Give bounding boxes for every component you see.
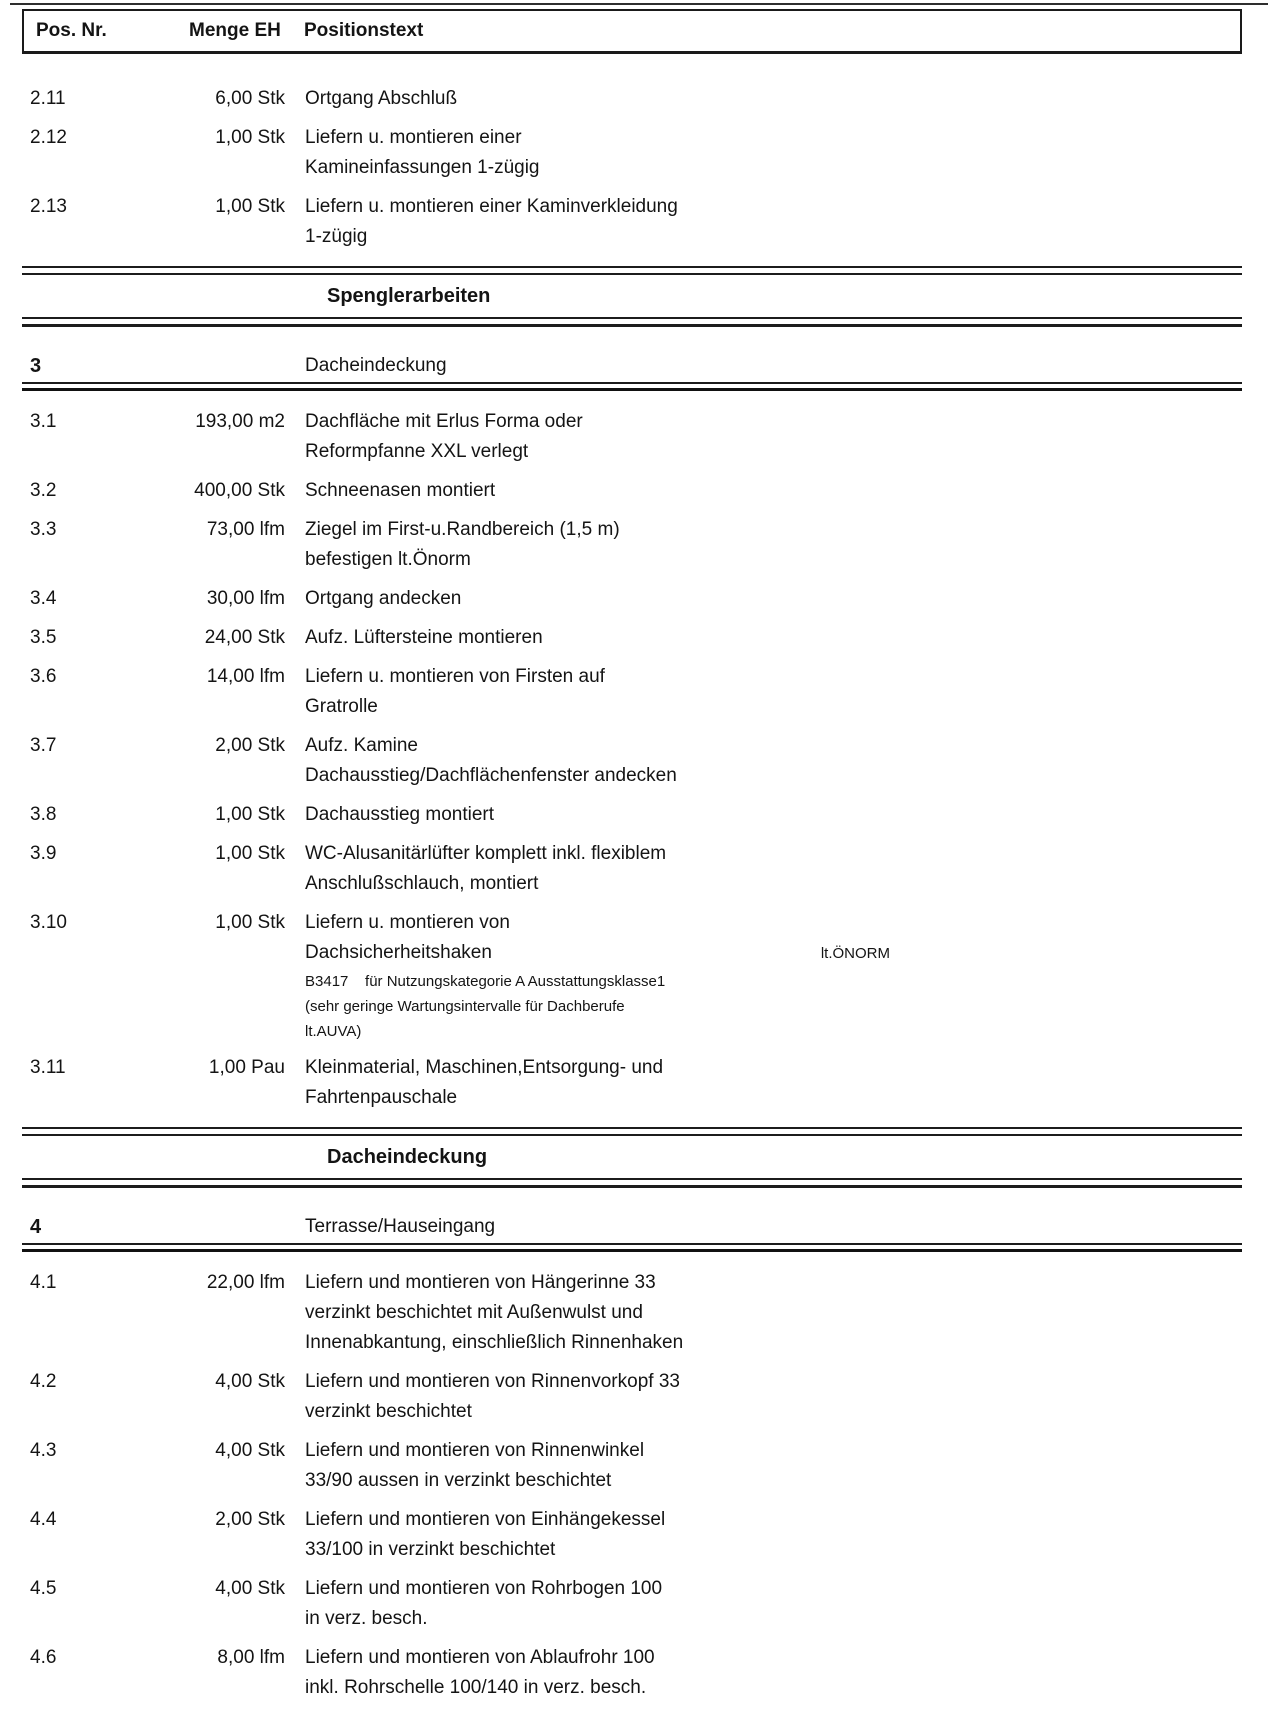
table-row — [22, 584, 1242, 614]
section-header — [22, 1212, 1242, 1252]
pos-nr-cell: 4.1 — [30, 1272, 57, 1293]
menge-eh-cell: 193,00 m2 — [195, 411, 285, 432]
table-row — [22, 1367, 1242, 1427]
positionstext-line: Ortgang Abschluß — [305, 88, 458, 109]
positionstext-cell — [285, 731, 890, 791]
norm-reference-note: lt.ÖNORM — [820, 945, 890, 962]
positionstext-line: Dachfläche mit Erlus Forma oder — [305, 411, 583, 432]
positionstext-line: Dachausstieg/Dachflächenfenster andecken — [305, 765, 677, 786]
positionstext-line: Liefern u. montieren von Firsten auf — [305, 666, 605, 687]
section-number: 3 — [30, 355, 42, 377]
section-rule-thick — [22, 388, 1242, 391]
table-row — [22, 1505, 1242, 1565]
positionstext-cell — [285, 1268, 890, 1358]
positionstext-cell — [285, 623, 890, 653]
positionstext-cell — [285, 1574, 890, 1634]
pos-nr-cell: 4.6 — [30, 1647, 57, 1668]
pos-nr-cell: 2.13 — [30, 196, 67, 217]
positionstext-cell — [285, 1505, 890, 1565]
group-rule-top-2 — [22, 1134, 1242, 1136]
section-rule-thin — [22, 382, 1242, 384]
positionstext-fine-print: (sehr geringe Wartungsintervalle für Dachberufe — [305, 998, 625, 1015]
positionstext-line: Kleinmaterial, Maschinen,Entsorgung- und — [305, 1057, 664, 1078]
section-rule-thin — [22, 1243, 1242, 1245]
positionstext-line: inkl. Rohrschelle 100/140 in verz. besch. — [305, 1677, 647, 1698]
menge-eh-cell: 400,00 Stk — [194, 480, 285, 501]
section-header — [22, 351, 1242, 391]
pos-nr-cell: 4.5 — [30, 1578, 57, 1599]
pos-nr-cell: 4.2 — [30, 1371, 57, 1392]
table-row — [22, 623, 1242, 653]
positionstext-line: Liefern und montieren von Hängerinne 33 — [305, 1272, 656, 1293]
positionstext-line: Kamineinfassungen 1-zügig — [305, 157, 540, 178]
positionstext-line: Liefern und montieren von Einhängekessel — [305, 1509, 666, 1530]
positionstext-line: 33/90 aussen in verzinkt beschichtet — [305, 1470, 612, 1491]
positionstext-line: in verz. besch. — [305, 1608, 428, 1629]
positionstext-line: Liefern und montieren von Rinnenvorkopf 33 — [305, 1371, 680, 1392]
table-row — [22, 515, 1242, 575]
section-title: Terrasse/Hauseingang — [305, 1216, 496, 1237]
positionstext-line: Anschlußschlauch, montiert — [305, 873, 539, 894]
menge-eh-cell: 22,00 lfm — [206, 1272, 285, 1293]
positionstext-line: Reformpfanne XXL verlegt — [305, 441, 529, 462]
table-row — [22, 1643, 1242, 1703]
pos-nr-cell: 3.4 — [30, 588, 57, 609]
column-header-pos-nr: Pos. Nr. — [36, 20, 107, 41]
table-row — [22, 192, 1242, 252]
table-row — [22, 908, 1242, 1044]
menge-eh-cell: 30,00 lfm — [206, 588, 285, 609]
pos-nr-cell: 3.11 — [30, 1057, 66, 1078]
table-row — [22, 476, 1242, 506]
table-row — [22, 123, 1242, 183]
pos-nr-cell: 2.12 — [30, 127, 67, 148]
group-rule-top-2 — [22, 273, 1242, 275]
positionstext-cell — [285, 192, 890, 252]
positionstext-cell — [285, 476, 890, 506]
section-title: Dacheindeckung — [305, 355, 447, 376]
menge-eh-cell: 1,00 Stk — [215, 804, 285, 825]
positionstext-cell — [285, 84, 890, 114]
table-row — [22, 839, 1242, 899]
positionstext-cell — [285, 908, 890, 1044]
pos-nr-cell: 3.2 — [30, 480, 57, 501]
menge-eh-cell: 4,00 Stk — [215, 1371, 285, 1392]
table-header-box — [22, 9, 1242, 54]
positionstext-line: Innenabkantung, einschließlich Rinnenhaken — [305, 1332, 684, 1353]
group-rule-bottom-2 — [22, 1185, 1242, 1188]
menge-eh-cell: 2,00 Stk — [215, 735, 285, 756]
positionstext-cell — [285, 1367, 890, 1427]
positionstext-line: Liefern und montieren von Ablaufrohr 100 — [305, 1647, 655, 1668]
positionstext-line: Liefern und montieren von Rohrbogen 100 — [305, 1578, 663, 1599]
column-header-positionstext: Positionstext — [304, 20, 424, 41]
table-row — [22, 731, 1242, 791]
group-rule-bottom-2 — [22, 324, 1242, 327]
group-rule-top-1 — [22, 266, 1242, 268]
positionstext-line: WC-Alusanitärlüfter komplett inkl. flexiblem — [305, 843, 667, 864]
positionstext-line: Ziegel im First-u.Randbereich (1,5 m) — [305, 519, 620, 540]
positionstext-line: 33/100 in verzinkt beschichtet — [305, 1539, 556, 1560]
section-header-row — [22, 351, 1242, 381]
document-body — [22, 84, 1242, 1703]
positionstext-line: Fahrtenpauschale — [305, 1087, 458, 1108]
positionstext-line: befestigen lt.Önorm — [305, 549, 471, 570]
group-title-block — [22, 1127, 1242, 1188]
positionstext-fine-print: lt.AUVA) — [305, 1023, 362, 1040]
menge-eh-cell: 1,00 Stk — [215, 127, 285, 148]
positionstext-line: verzinkt beschichtet — [305, 1401, 472, 1422]
menge-eh-cell: 73,00 lfm — [206, 519, 285, 540]
menge-eh-cell: 14,00 lfm — [206, 666, 285, 687]
menge-eh-cell: 4,00 Stk — [215, 1440, 285, 1461]
group-rule-bottom-1 — [22, 317, 1242, 319]
menge-eh-cell: 24,00 Stk — [204, 627, 285, 648]
positionstext-cell — [285, 1436, 890, 1496]
column-header-menge-eh: Menge EH — [189, 20, 281, 41]
positionstext-line-with-note — [305, 938, 890, 969]
table-row — [22, 1574, 1242, 1634]
pos-nr-cell: 3.3 — [30, 519, 57, 540]
menge-eh-cell: 6,00 Stk — [215, 88, 285, 109]
positionstext-cell — [285, 584, 890, 614]
positionstext-line: Schneenasen montiert — [305, 480, 496, 501]
section-number: 4 — [30, 1216, 42, 1238]
table-row — [22, 84, 1242, 114]
pos-nr-cell: 3.8 — [30, 804, 57, 825]
page-content — [0, 9, 1280, 1703]
positionstext-line: Dachsicherheitshaken — [305, 942, 492, 963]
section-rule-thick — [22, 1249, 1242, 1252]
positionstext-cell — [285, 800, 890, 830]
table-row — [22, 407, 1242, 467]
positionstext-cell — [285, 839, 890, 899]
page-top-rule — [10, 3, 1268, 5]
positionstext-fine-print: B3417 für Nutzungskategorie A Ausstattungsklasse1 — [305, 973, 666, 990]
pos-nr-cell: 3.6 — [30, 666, 57, 687]
table-row — [22, 1268, 1242, 1358]
menge-eh-cell: 4,00 Stk — [215, 1578, 285, 1599]
menge-eh-cell: 1,00 Stk — [215, 912, 285, 933]
positionstext-cell — [285, 662, 890, 722]
positionstext-line: Aufz. Lüftersteine montieren — [305, 627, 543, 648]
menge-eh-cell: 1,00 Pau — [208, 1057, 285, 1078]
positionstext-line: Ortgang andecken — [305, 588, 462, 609]
positionstext-cell — [285, 1643, 890, 1703]
group-rule-top-1 — [22, 1127, 1242, 1129]
menge-eh-cell: 2,00 Stk — [215, 1509, 285, 1530]
menge-eh-cell: 1,00 Stk — [215, 196, 285, 217]
pos-nr-cell: 3.9 — [30, 843, 57, 864]
pos-nr-cell: 3.7 — [30, 735, 57, 756]
positionstext-line: Aufz. Kamine — [305, 735, 418, 756]
group-title-block — [22, 266, 1242, 327]
positionstext-cell — [285, 1053, 890, 1113]
positionstext-line: Liefern und montieren von Rinnenwinkel — [305, 1440, 645, 1461]
positionstext-line: Liefern u. montieren einer — [305, 127, 522, 148]
positionstext-cell — [285, 407, 890, 467]
positionstext-line: Dachausstieg montiert — [305, 804, 495, 825]
positionstext-line: Liefern u. montieren von — [305, 912, 510, 933]
menge-eh-cell: 1,00 Stk — [215, 843, 285, 864]
group-rule-bottom-1 — [22, 1178, 1242, 1180]
pos-nr-cell: 4.4 — [30, 1509, 57, 1530]
pos-nr-cell: 3.5 — [30, 627, 57, 648]
table-row — [22, 662, 1242, 722]
group-title-label: Dacheindeckung — [327, 1146, 488, 1168]
positionstext-line: Liefern u. montieren einer Kaminverkleidung — [305, 196, 678, 217]
pos-nr-cell: 3.10 — [30, 912, 67, 933]
pos-nr-cell: 4.3 — [30, 1440, 57, 1461]
positionstext-line: Gratrolle — [305, 696, 378, 717]
positionstext-cell — [285, 515, 890, 575]
menge-eh-cell: 8,00 lfm — [217, 1647, 285, 1668]
positionstext-line: 1-zügig — [305, 226, 368, 247]
section-header-row — [22, 1212, 1242, 1242]
positionstext-line: verzinkt beschichtet mit Außenwulst und — [305, 1302, 643, 1323]
table-row — [22, 1053, 1242, 1113]
table-row — [22, 800, 1242, 830]
pos-nr-cell: 3.1 — [30, 411, 57, 432]
table-row — [22, 1436, 1242, 1496]
pos-nr-cell: 2.11 — [30, 88, 66, 109]
group-title-label: Spenglerarbeiten — [327, 285, 491, 307]
positionstext-cell — [285, 123, 890, 183]
